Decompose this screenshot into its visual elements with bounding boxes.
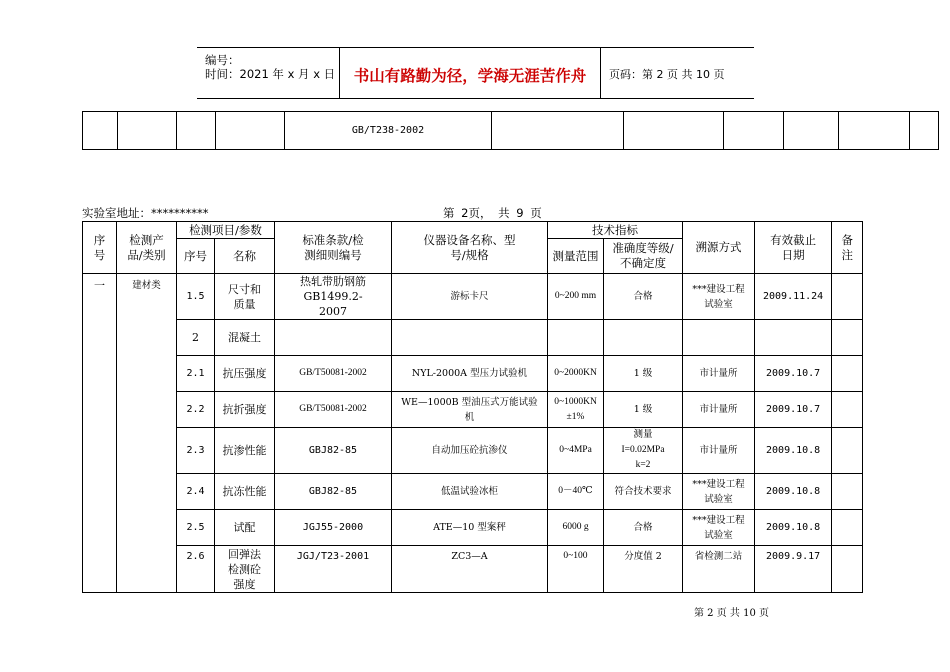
header-trace: 溯源方式 xyxy=(683,222,755,274)
header-meta xyxy=(197,48,340,98)
table-row: 2.1 抗压强度 GB/T50081-2002 NYL-2000A 型压力试验机 0~2000KN 1 级 市计量所 2009.10.7 xyxy=(83,356,863,392)
table-row: 2.6 回弹法检测砼强度 JGJ/T23-2001 ZC3—A 0~100 分度值 2 省检测二站 2009.9.17 xyxy=(83,546,863,593)
standard-cell: GB/T238-2002 xyxy=(285,112,492,150)
header-expiry: 有效截止日期 xyxy=(755,222,832,274)
header-instrument: 仪器设备名称、型号/规格 xyxy=(392,222,548,274)
table-row: 一 建材类 1.5 尺寸和质量 热轧带肋钢筋GB1499.2-2007 游标卡尺 0~200 mm 合格 ***建设工程试验室 2009.11.24 xyxy=(83,274,863,320)
page-info: 第 2页， 共 9 页 xyxy=(443,206,542,220)
header-standard: 标准条款/检测细则编号 xyxy=(275,222,392,274)
header-remark: 备注 xyxy=(832,222,863,274)
header-range: 测量范围 xyxy=(548,239,604,274)
lab-address: 实验室地址：********** xyxy=(82,206,209,220)
group-seq: 一 xyxy=(83,274,117,593)
header-tech-index: 技术指标 xyxy=(548,222,683,239)
page-footer: 第 2 页 共 10 页 xyxy=(694,608,769,619)
time-label: 时间：2021 年 x 月 x 日 xyxy=(205,67,336,81)
header-category: 检测产品/类别 xyxy=(117,222,177,274)
header-item-seq: 序号 xyxy=(177,239,215,274)
table-row: 2.3 抗渗性能 GBJ82-85 自动加压砼抗渗仪 0~4MPa 测量 I=0.02MPa k=2 市计量所 2009.10.8 xyxy=(83,428,863,474)
table-row xyxy=(83,112,939,150)
inspection-table xyxy=(82,221,863,593)
table-row: 2.4 抗冻性能 GBJ82-85 低温试验冰柜 0－40℃ 符合技术要求 ***建设工程试验室 2009.10.8 xyxy=(83,474,863,510)
motto: 书山有路勤为径，学海无涯苦作舟 xyxy=(353,67,587,85)
header-items: 检测项目/参数 xyxy=(177,222,275,239)
header-row xyxy=(83,222,863,239)
table-row: 2.5 试配 JGJ55-2000 ATE—10 型案秤 6000 g 合格 ***建设工程试验室 2009.10.8 xyxy=(83,510,863,546)
header-item-name: 名称 xyxy=(215,239,275,274)
table-row: 2 混凝土 xyxy=(83,320,863,356)
header-motto-cell xyxy=(340,48,601,98)
header-accuracy: 准确度等级/不确定度 xyxy=(604,239,683,274)
table-row: 2.2 抗折强度 GB/T50081-2002 WE—1000B 型油压式万能试验机 0~1000KN ±1% 1 级 市计量所 2009.10.7 xyxy=(83,392,863,428)
document-header xyxy=(197,47,754,99)
number-label: 编号： xyxy=(205,53,240,67)
page-code: 页码：第 2 页 共 10 页 xyxy=(609,68,725,81)
header-seq: 序号 xyxy=(83,222,117,274)
continuation-table xyxy=(82,111,939,150)
group-category: 建材类 xyxy=(117,274,177,593)
